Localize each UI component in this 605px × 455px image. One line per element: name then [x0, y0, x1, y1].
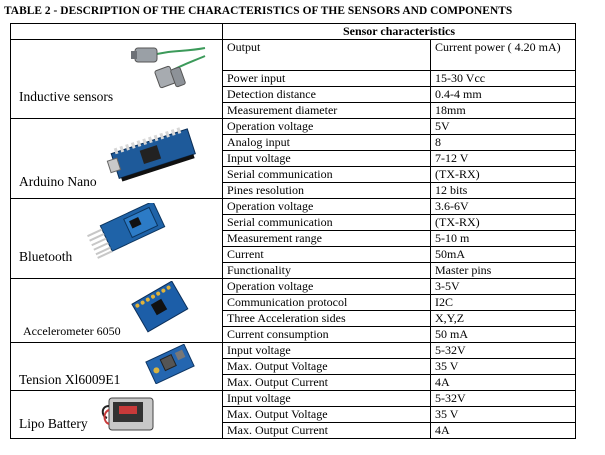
value-cell: 5-10 m	[431, 231, 576, 247]
value-cell: X,Y,Z	[431, 311, 576, 327]
arduino-nano-photo-icon	[103, 123, 201, 183]
param-cell: Functionality	[223, 263, 431, 279]
component-name: Bluetooth	[19, 249, 73, 264]
bluetooth-module-photo-icon	[87, 203, 167, 259]
component-cell-inductive	[11, 40, 223, 119]
value-cell: 5-32V	[431, 343, 576, 359]
value-cell: 8	[431, 135, 576, 151]
header-row	[11, 24, 576, 40]
value-cell: I2C	[431, 295, 576, 311]
inductive-sensor-photo-icon	[129, 42, 207, 94]
sensor-characteristics-header: Sensor characteristics	[223, 24, 576, 40]
value-cell: 3.6-6V	[431, 199, 576, 215]
table-row	[11, 343, 576, 359]
lipo-battery-photo-icon	[99, 392, 157, 436]
value-cell: 18mm	[431, 103, 576, 119]
table-row	[11, 199, 576, 215]
component-cell-bluetooth	[11, 199, 223, 279]
component-cell-accelerometer	[11, 279, 223, 343]
param-cell: Input voltage	[223, 391, 431, 407]
value-cell: 50mA	[431, 247, 576, 263]
value-cell: 35 V	[431, 359, 576, 375]
value-cell: 3-5V	[431, 279, 576, 295]
value-cell: 15-30 Vcc	[431, 71, 576, 87]
param-cell: Max. Output Voltage	[223, 407, 431, 423]
component-name: Accelerometer 6050	[23, 324, 121, 338]
param-cell: Max. Output Current	[223, 423, 431, 439]
param-cell: Serial communication	[223, 167, 431, 183]
value-cell: 4A	[431, 375, 576, 391]
value-cell: 4A	[431, 423, 576, 439]
value-cell: 35 V	[431, 407, 576, 423]
value-cell: Master pins	[431, 263, 576, 279]
component-name: Lipo Battery	[19, 416, 88, 431]
table-caption: TABLE 2 - DESCRIPTION OF THE CHARACTERISTICS OF THE SENSORS AND COMPONENTS	[4, 5, 513, 17]
component-cell-arduino	[11, 119, 223, 199]
table-row	[11, 40, 576, 71]
param-cell: Three Acceleration sides	[223, 311, 431, 327]
param-cell: Current consumption	[223, 327, 431, 343]
param-cell: Operation voltage	[223, 199, 431, 215]
voltage-regulator-photo-icon	[143, 344, 197, 384]
value-cell: (TX-RX)	[431, 167, 576, 183]
blank-header-cell	[11, 24, 223, 40]
param-cell: Current	[223, 247, 431, 263]
param-cell: Pines resolution	[223, 183, 431, 199]
table-row	[11, 279, 576, 295]
param-cell: Max. Output Current	[223, 375, 431, 391]
param-cell: Analog input	[223, 135, 431, 151]
param-cell: Measurement range	[223, 231, 431, 247]
value-cell: 50 mA	[431, 327, 576, 343]
param-cell: Input voltage	[223, 151, 431, 167]
value-cell: (TX-RX)	[431, 215, 576, 231]
param-cell: Operation voltage	[223, 119, 431, 135]
param-cell: Detection distance	[223, 87, 431, 103]
component-cell-lipo	[11, 391, 223, 439]
value-cell: 0.4-4 mm	[431, 87, 576, 103]
param-cell: Max. Output Voltage	[223, 359, 431, 375]
param-cell: Input voltage	[223, 343, 431, 359]
component-name: Inductive sensors	[19, 89, 114, 104]
param-cell: Communication protocol	[223, 295, 431, 311]
param-cell: Power input	[223, 71, 431, 87]
value-cell: 5-32V	[431, 391, 576, 407]
sensor-table	[10, 23, 576, 439]
accelerometer-board-photo-icon	[119, 281, 199, 333]
component-name: Arduino Nano	[19, 174, 97, 189]
value-cell: 7-12 V	[431, 151, 576, 167]
value-cell: Current power ( 4.20 mA)	[431, 40, 576, 71]
param-cell: Measurement diameter	[223, 103, 431, 119]
param-cell: Operation voltage	[223, 279, 431, 295]
param-cell: Output	[223, 40, 431, 71]
component-name: Tension Xl6009E1	[19, 372, 121, 387]
value-cell: 12 bits	[431, 183, 576, 199]
table-row	[11, 391, 576, 407]
value-cell: 5V	[431, 119, 576, 135]
table-row	[11, 119, 576, 135]
param-cell: Serial communication	[223, 215, 431, 231]
component-cell-tension	[11, 343, 223, 391]
